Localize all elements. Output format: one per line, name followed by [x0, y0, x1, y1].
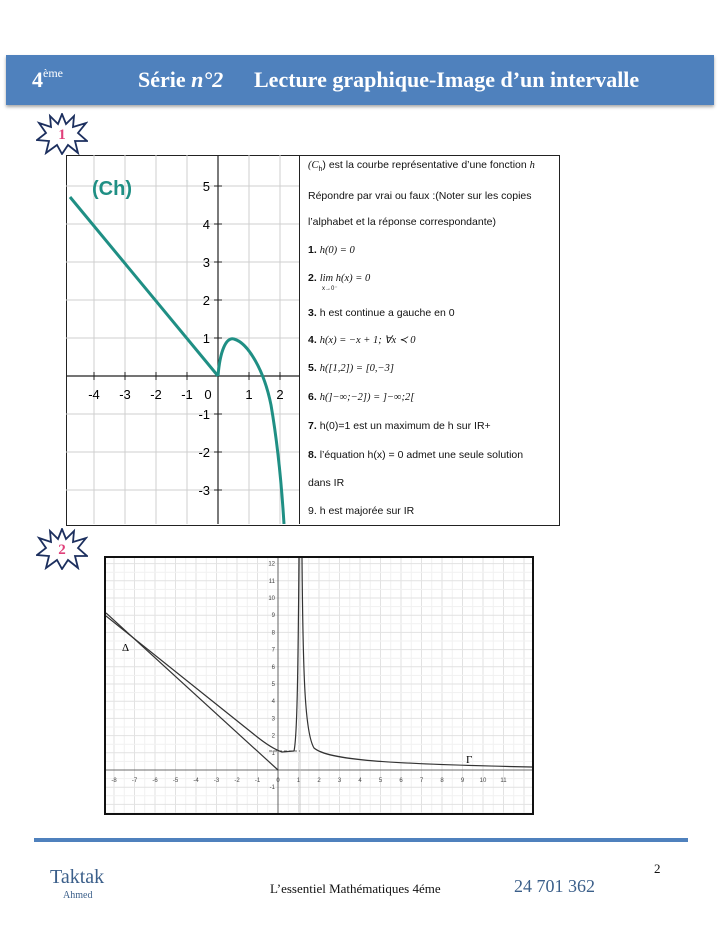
exercise-1-graph	[66, 155, 300, 524]
x-tick-label: -4	[193, 778, 199, 784]
question-7: 7. h(0)=1 est un maximum de h sur IR+	[308, 420, 491, 432]
question-8-cont: dans IR	[308, 477, 345, 489]
y-tick-label: -2	[198, 445, 210, 460]
y-tick-label: 3	[202, 255, 210, 270]
graph-grid	[66, 155, 299, 524]
graph-grid	[106, 558, 532, 813]
y-tick-label: -1	[269, 785, 275, 792]
question-3: 3. h est continue a gauche en 0	[308, 307, 455, 319]
question-4: 4. h(x) = −x + 1; ∀x ≺ 0	[308, 334, 416, 346]
y-tick-label: 9	[271, 613, 275, 620]
question-2: 2. lim h(x) = 0 x→0⁻	[308, 272, 371, 292]
instruction-line-2: l’alphabet et la réponse correspondante)	[308, 216, 496, 228]
question-1: 1. h(0) = 0	[308, 244, 355, 256]
x-tick-label: 11	[500, 778, 507, 784]
x-tick-label: -4	[88, 387, 100, 402]
intro-line: $(C_h)$ est la courbe représentative d’une fonction h	[308, 159, 535, 174]
y-tick-label: 11	[268, 578, 275, 585]
x-tick-label: 1	[296, 778, 301, 784]
x-tick-label: -8	[111, 778, 117, 784]
x-tick-label: 0	[276, 778, 280, 784]
x-tick-label: -3	[213, 778, 220, 784]
y-tick-label: 5	[271, 682, 275, 688]
question-8: 8. l’équation h(x) = 0 admet une seule solution	[308, 449, 524, 461]
x-tick-label: -5	[172, 778, 179, 784]
author-firstname: Ahmed	[63, 890, 93, 901]
y-tick-label: 7	[271, 647, 275, 654]
x-tick-label: -2	[234, 778, 240, 784]
x-tick-label: 1	[245, 387, 253, 402]
x-tick-label: -2	[150, 387, 162, 402]
y-tick-label: 6	[271, 664, 275, 671]
y-tick-label: 1	[202, 331, 210, 346]
y-tick-label: -3	[198, 483, 210, 498]
exercise-2-number: 2	[58, 542, 66, 558]
header-banner	[6, 55, 714, 105]
serie-label: Série n°2	[138, 67, 224, 92]
gamma-curve-plot	[106, 558, 532, 813]
x-tick-label: -7	[131, 778, 138, 784]
delta-label: Δ	[122, 642, 130, 654]
gamma-label: Γ	[466, 754, 473, 766]
x-tick-label: -6	[152, 778, 158, 784]
phone-number: 24 701 362	[514, 876, 595, 896]
x-tick-label: 10	[479, 778, 487, 784]
y-tick-label: 4	[202, 217, 210, 232]
exercise-1-number: 1	[58, 127, 66, 143]
page-title: Lecture graphique-Image d’un intervalle	[254, 67, 640, 92]
y-tick-label: 1	[271, 750, 275, 757]
footer-divider	[34, 838, 688, 842]
y-tick-label: 4	[271, 699, 275, 706]
instruction-line-1: Répondre par vrai ou faux :(Noter sur les copies	[308, 190, 532, 202]
x-tick-label: 2	[317, 778, 321, 784]
x-tick-label: 8	[440, 778, 444, 784]
level-label: 4ème	[32, 65, 63, 92]
x-tick-label: 7	[419, 778, 424, 784]
page-number: 2	[654, 861, 661, 876]
y-tick-label: 2	[202, 293, 210, 308]
exercise-1-badge-icon	[36, 113, 88, 155]
question-6: 6. h(]−∞;−2]) = ]−∞;2[	[308, 391, 415, 403]
x-tick-label: -1	[254, 778, 261, 784]
axis-ticks	[111, 562, 507, 792]
curve-label: (Ch)	[92, 178, 132, 200]
x-tick-label: -3	[119, 387, 131, 402]
ch-curve-right-branch	[218, 339, 284, 524]
ch-curve-plot	[66, 155, 299, 524]
exercise-2-graph	[104, 556, 534, 815]
x-tick-label: 4	[358, 778, 362, 784]
y-tick-label: 12	[268, 561, 275, 568]
y-tick-label: -1	[198, 407, 210, 422]
author-name: Taktak	[50, 866, 105, 888]
x-tick-label: 6	[399, 778, 403, 784]
y-tick-label: 8	[271, 630, 275, 637]
y-tick-label: 2	[271, 733, 275, 740]
x-tick-label: 3	[337, 778, 342, 784]
exercise-2-badge-icon	[36, 528, 88, 570]
x-tick-label: -1	[181, 387, 193, 402]
question-5: 5. h([1,2]) = [0,−3]	[308, 362, 394, 374]
x-tick-label: 0	[204, 387, 212, 402]
question-9: 9. h est majorée sur IR	[308, 505, 415, 517]
y-tick-label: 3	[271, 716, 275, 723]
y-tick-label: 5	[202, 179, 210, 194]
x-tick-label: 5	[378, 778, 383, 784]
x-tick-label: 2	[276, 387, 284, 402]
y-tick-label: 10	[268, 596, 275, 602]
book-title: L’essentiel Mathématiques 4éme	[270, 881, 441, 896]
x-tick-label: 9	[460, 778, 465, 784]
